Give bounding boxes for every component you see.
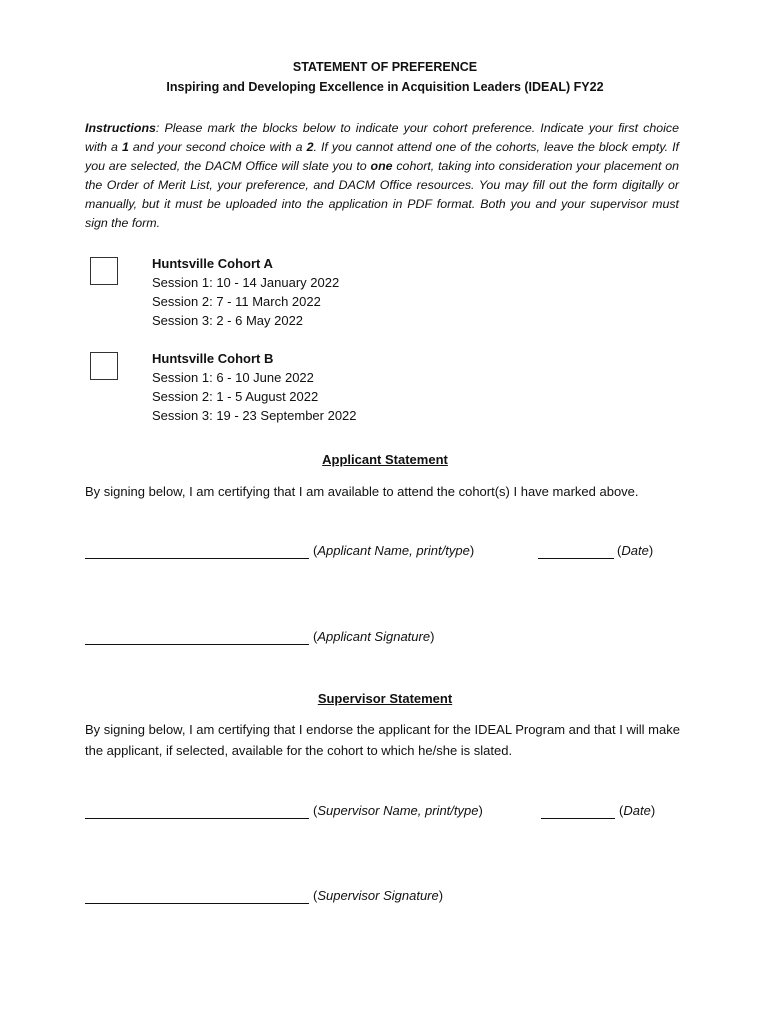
cohort-b-session-2: Session 2: 1 - 5 August 2022 bbox=[152, 389, 319, 404]
cohort-a-preference-box[interactable] bbox=[90, 257, 118, 285]
supervisor-signature-field[interactable] bbox=[85, 903, 309, 904]
cohort-b-name: Huntsville Cohort B bbox=[152, 351, 274, 366]
applicant-signature-label: (Applicant Signature) bbox=[313, 629, 435, 644]
supervisor-signature-label: (Supervisor Signature) bbox=[313, 888, 444, 903]
supervisor-name-label: (Supervisor Name, print/type) bbox=[313, 803, 483, 818]
supervisor-date-label: (Date) bbox=[619, 803, 656, 818]
cohort-a-block bbox=[152, 254, 339, 330]
supervisor-statement-heading: Supervisor Statement bbox=[317, 691, 453, 706]
cohort-a-session-3: Session 3: 2 - 6 May 2022 bbox=[152, 313, 304, 328]
applicant-date-label: (Date) bbox=[617, 543, 654, 558]
applicant-signature-field[interactable] bbox=[85, 644, 309, 645]
form-subtitle: Inspiring and Developing Excellence in Acquisition Leaders (IDEAL) FY22 bbox=[166, 80, 604, 94]
instructions-paragraph: Instructions: Please mark the blocks below to indicate your cohort preference. Indicate your first choice with a 1 and your second choice with a 2. If you cannot attend one of the cohorts, leave the block empty. If you are selected, the DACM Office will slate you to one cohort, taking into consideration your placement on the Order of Merit List, your preference, and DACM Office resources. You may fill out the form digitally or manually, but it must be uploaded into the application in PDF format. Both you and your supervisor must sign the form. bbox=[85, 121, 680, 230]
cohort-b-session-3: Session 3: 19 - 23 September 2022 bbox=[152, 408, 357, 423]
supervisor-statement-text: By signing below, I am certifying that I endorse the applicant for the IDEAL Program and that I will make the applicant, if selected, available for the cohort to which he/she is slated. bbox=[85, 722, 680, 758]
cohort-b-session-1: Session 1: 6 - 10 June 2022 bbox=[152, 370, 314, 385]
cohort-b-preference-box[interactable] bbox=[90, 352, 118, 380]
supervisor-date-field[interactable] bbox=[541, 818, 615, 819]
applicant-name-field[interactable] bbox=[85, 558, 309, 559]
instructions-label: Instructions bbox=[85, 121, 156, 135]
cohort-a-session-1: Session 1: 10 - 14 January 2022 bbox=[152, 275, 340, 290]
applicant-date-field[interactable] bbox=[538, 558, 614, 559]
cohort-b-block bbox=[152, 349, 357, 425]
form-title: STATEMENT OF PREFERENCE bbox=[292, 60, 478, 74]
cohort-a-name: Huntsville Cohort A bbox=[152, 256, 273, 271]
applicant-statement-heading: Applicant Statement bbox=[322, 452, 448, 467]
supervisor-name-field[interactable] bbox=[85, 818, 309, 819]
cohort-a-session-2: Session 2: 7 - 11 March 2022 bbox=[152, 294, 321, 309]
applicant-statement-text: By signing below, I am certifying that I am available to attend the cohort(s) I have marked above. bbox=[85, 484, 639, 499]
applicant-name-label: (Applicant Name, print/type) bbox=[313, 543, 475, 558]
